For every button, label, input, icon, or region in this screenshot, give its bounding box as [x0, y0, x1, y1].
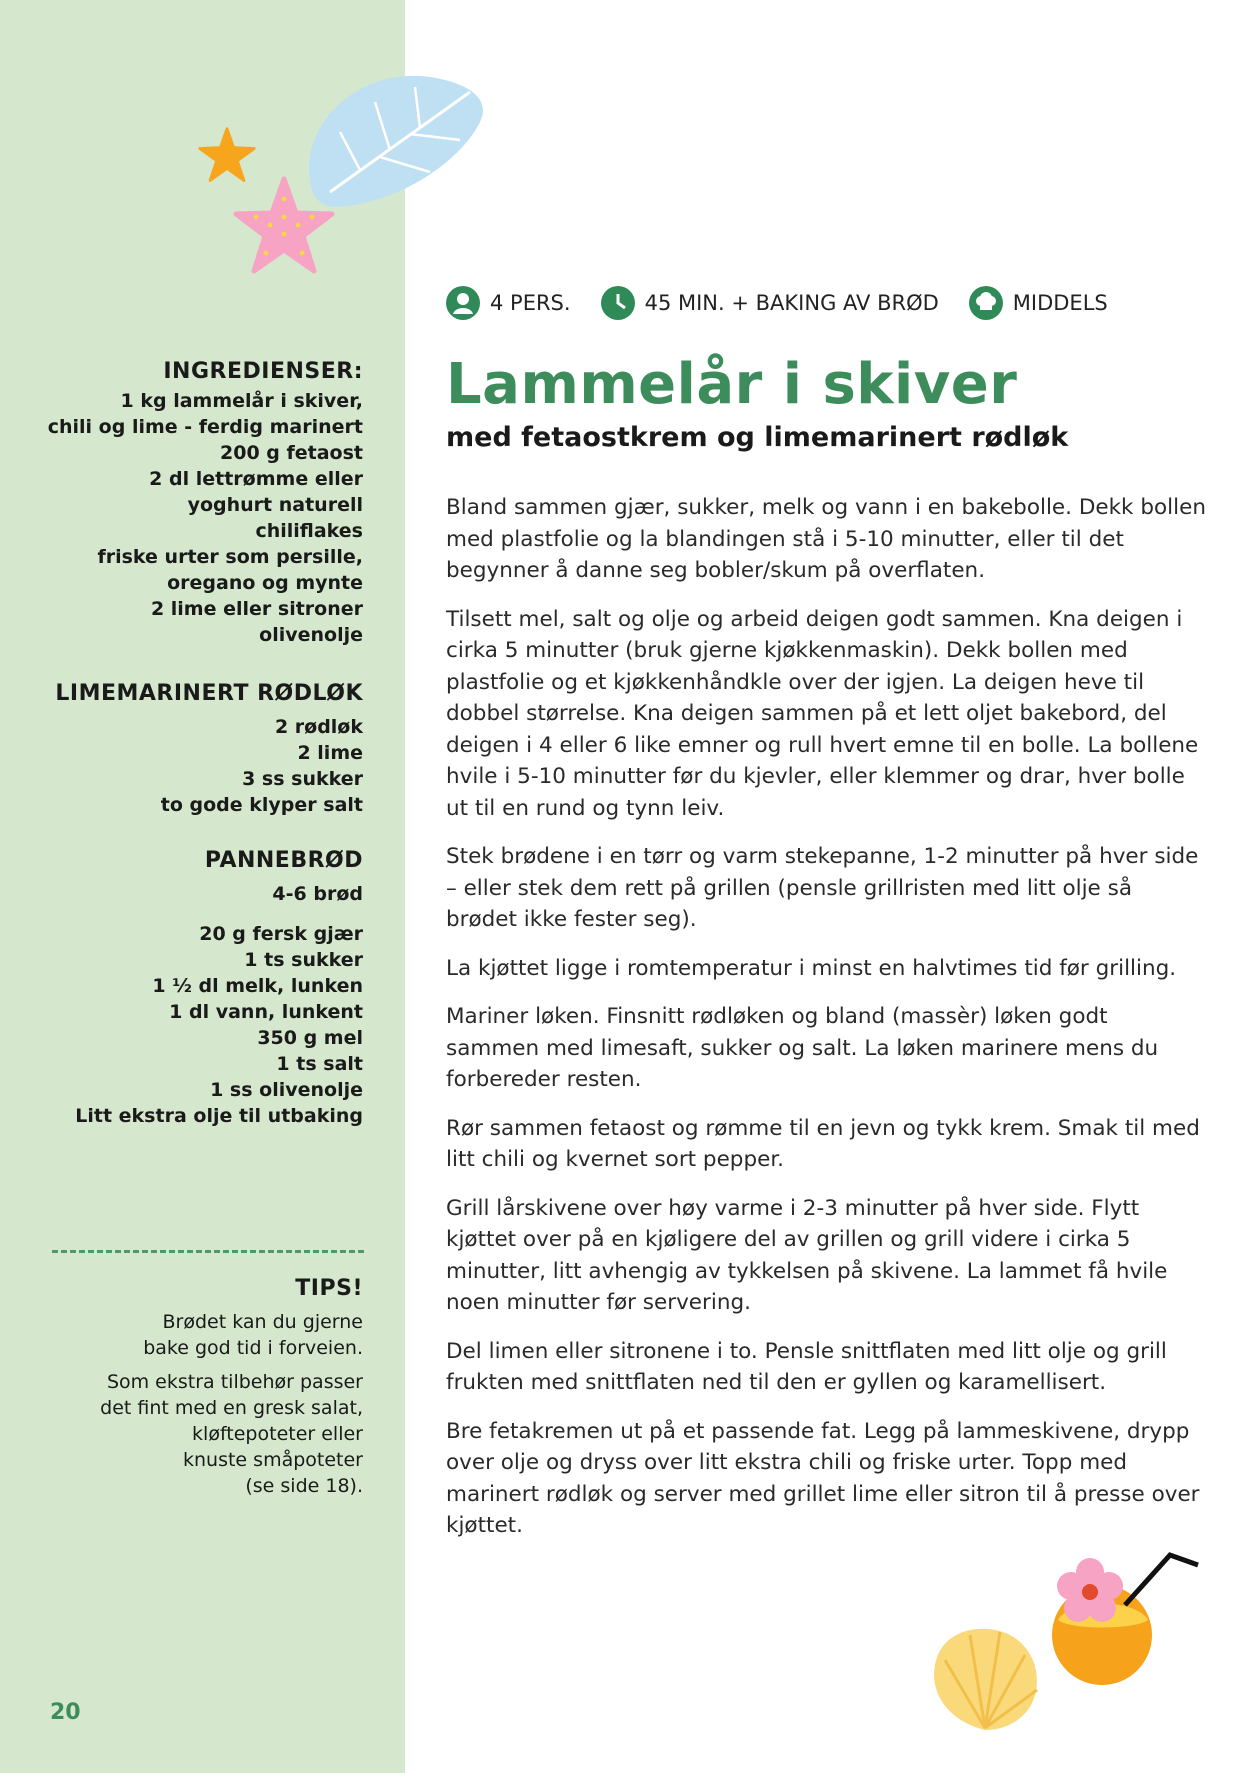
servings-text: 4 PERS. [490, 291, 571, 315]
ingredient-line: 2 lime [297, 742, 363, 764]
tips-heading: TIPS! [295, 1276, 363, 1301]
ingredient-line: 20 g fersk gjær [199, 923, 363, 945]
divider [52, 1250, 364, 1253]
ingredient-line: olivenolje [259, 624, 363, 646]
step-paragraph: Bre fetakremen ut på et passende fat. Legg på lammeskivene, drypp over olje og dryss over litt ekstra chili og friske urter. Topp med marinert rødløk og server med grillet lime eller sitron til å presse over kjøttet. [446, 1418, 1200, 1538]
tip-line: kløftepoteter eller [192, 1423, 363, 1445]
tip-line: Brødet kan du gjerne [162, 1311, 363, 1333]
ingredient-line: chiliflakes [255, 520, 363, 542]
pink-starfish-illustration [225, 174, 343, 284]
cooking-time [601, 286, 939, 320]
ingredient-line: 1 ts sukker [244, 949, 363, 971]
bread-list [23, 848, 363, 1129]
tip-line: det fint med en gresk salat, [100, 1397, 363, 1419]
recipe-subtitle: med fetaostkrem og limemarinert rødløk [446, 422, 1069, 453]
ingredient-line: 2 lime eller sitroner [150, 598, 363, 620]
ingredient-line: friske urter som persille, [97, 546, 363, 568]
ingredient-line: 200 g fetaost [220, 442, 363, 464]
step-paragraph: La kjøttet ligge i romtemperatur i minst en halvtimes tid før grilling. [446, 955, 1177, 981]
ingredient-line: chili og lime - ferdig marinert [47, 416, 363, 438]
step-paragraph: Mariner løken. Finsnitt rødløken og bland (massèr) løken godt sammen med limesaft, sukker og salt. La løken marinere mens du forbereder resten. [446, 1004, 1159, 1092]
ingredient-line: 1 kg lammelår i skiver, [120, 390, 363, 412]
ingredients-list [23, 359, 363, 648]
ingredients-heading: INGREDIENSER: [163, 359, 363, 384]
ingredient-line: yoghurt naturell [187, 494, 363, 516]
coconut-drink-illustration [1040, 1550, 1210, 1690]
step-paragraph: Rør sammen fetaost og rømme til en jevn og tykk krem. Smak til med litt chili og kvernet sort pepper. [446, 1115, 1200, 1172]
step-paragraph: Grill lårskivene over høy varme i 2-3 minutter på hver side. Flytt kjøttet over på en kjøligere del av grillen og grill videre i cirka 5 minutter, litt avhengig av tykkelsen på skivene. La lammet få hvile noen minutter før servering. [446, 1195, 1168, 1315]
step-paragraph: Tilsett mel, salt og olje og arbeid deigen godt sammen. Kna deigen i cirka 5 minutter (bruk gjerne kjøkkenmaskin). Dekk bollen med plastfolie og et kjøkkenhåndkle over der igjen. La deigen heve til dobbel størrelse. Kna deigen sammen på et lett oljet bakebord, del deigen i 4 eller 6 like emner og rull hvert emne til en bolle. La bollene hvile i 5-10 minutter før du kjevler, eller klemmer og drar, hver bolle ut til en rund og tynn leiv. [446, 606, 1199, 821]
step-paragraph: Bland sammen gjær, sukker, melk og vann i en bakebolle. Dekk bollen med plastfolie og la blandingen stå i 5-10 minutter, eller til det begynner å danne seg bobler/skum på overflaten. [446, 495, 1206, 583]
ingredient-line: to gode klyper salt [160, 794, 363, 816]
ingredient-line: Litt ekstra olje til utbaking [75, 1105, 363, 1127]
bread-heading: PANNEBRØD [204, 848, 363, 873]
ingredient-line: 2 rødløk [274, 716, 363, 738]
step-paragraph: Stek brødene i en tørr og varm stekepanne, 1-2 minutter på hver side – eller stek dem rett på grillen (pensle grillristen med litt olje så brødet ikke fester seg). [446, 844, 1199, 932]
clock-icon [601, 286, 635, 320]
ingredient-line: oregano og mynte [167, 572, 363, 594]
servings [446, 286, 571, 320]
time-text: 45 MIN. + BAKING AV BRØD [644, 291, 939, 315]
ingredient-line: 1 ½ dl melk, lunken [152, 975, 363, 997]
recipe-title: Lammelår i skiver [446, 352, 1018, 417]
page-number: 20 [50, 1700, 81, 1725]
difficulty-text: MIDDELS [1012, 291, 1108, 315]
tip-line: (se side 18). [245, 1475, 363, 1497]
tip-line: Som ekstra tilbehør passer [106, 1371, 363, 1393]
tip-line: knuste småpoteter [183, 1449, 363, 1471]
bread-yield: 4-6 brød [272, 883, 363, 905]
onion-heading: LIMEMARINERT RØDLØK [55, 681, 363, 706]
step-paragraph: Del limen eller sitronene i to. Pensle snittflaten med litt olje og grill frukten med snittflaten ned til den er gyllen og karamellisert. [446, 1338, 1167, 1395]
onion-list [23, 681, 363, 818]
tips-box [23, 1276, 363, 1499]
ingredient-line: 1 ss olivenolje [210, 1079, 363, 1101]
recipe-meta [446, 286, 1138, 320]
difficulty [969, 286, 1108, 320]
ingredient-line: 3 ss sukker [242, 768, 363, 790]
person-icon [446, 286, 480, 320]
ingredient-line: 1 ts salt [276, 1053, 363, 1075]
chef-hat-icon [969, 286, 1003, 320]
tip-line: bake god tid i forveien. [143, 1337, 363, 1359]
ingredient-line: 2 dl lettrømme eller [149, 468, 363, 490]
ingredient-line: 350 g mel [257, 1027, 363, 1049]
recipe-steps [446, 492, 1206, 1559]
shell-illustration [925, 1620, 1045, 1740]
ingredient-line: 1 dl vann, lunkent [169, 1001, 363, 1023]
